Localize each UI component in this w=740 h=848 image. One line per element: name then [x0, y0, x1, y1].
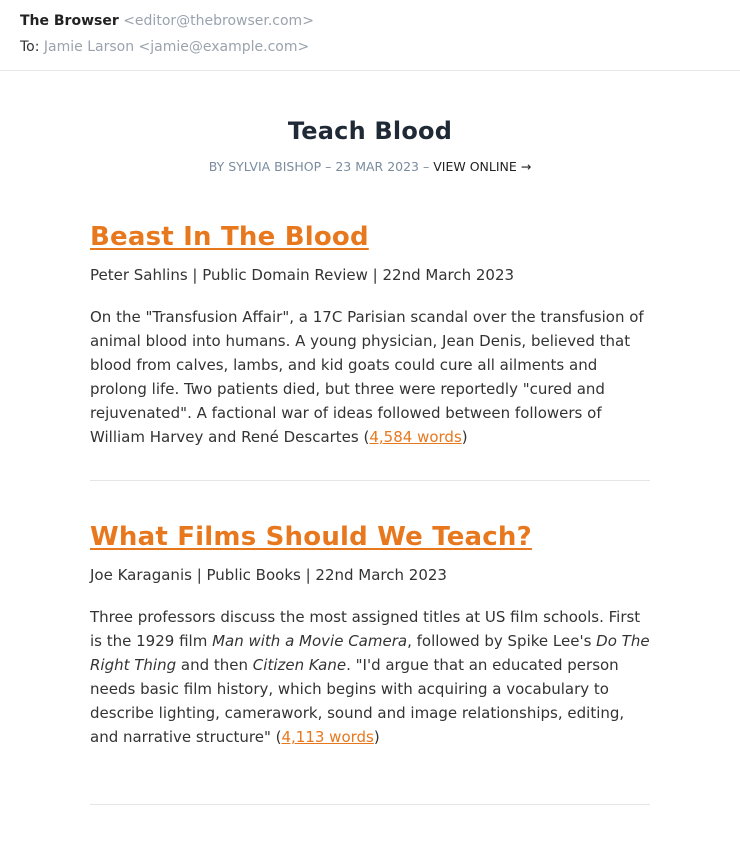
to-line	[20, 39, 309, 55]
summary-text: On the "Transfusion Affair", a 17C Parisian scandal over the transfusion of animal blood into humans. A young physician, Jean Denis, believed that blood from calves, lambs, and kid goats could cure all ailments and prolong life. Two patients died, but three were reportedly "cured and rejuvenated". A factional war of ideas followed between followers of William Harvey and René Descartes (	[90, 308, 644, 446]
sender-name: The Browser	[20, 13, 119, 29]
summary-close: )	[461, 428, 468, 446]
summary-close: )	[373, 728, 380, 746]
article-meta: Peter Sahlins | Public Domain Review | 22nd March 2023	[90, 266, 515, 284]
to-label: To:	[20, 39, 40, 55]
summary-text: Three professors discuss the most assigned titles at US film schools. First is the 1929 film	[90, 608, 641, 650]
word-count-link[interactable]: 4,113 words	[281, 728, 374, 746]
divider	[90, 804, 650, 805]
article-title-link[interactable]: Beast In The Blood	[90, 222, 369, 252]
byline	[0, 159, 740, 174]
summary-text: . "I'd argue that an educated person needs basic film history, which begins with acquiring a vocabulary to describe lighting, camerawork, sound and image relationships, editing, and narrative structure" (	[90, 656, 625, 746]
film-title: Do The Right Thing	[90, 632, 650, 674]
divider	[90, 480, 650, 481]
summary-text: and then	[176, 656, 253, 674]
word-count-link[interactable]: 4,584 words	[369, 428, 462, 446]
recipient[interactable]: Jamie Larson <jamie@example.com>	[43, 39, 310, 55]
film-title: Man with a Movie Camera	[212, 632, 408, 650]
sender-address[interactable]: <editor@thebrowser.com>	[123, 13, 314, 29]
article-summary	[90, 605, 650, 749]
article-meta: Joe Karaganis | Public Books | 22nd March 2023	[90, 566, 447, 584]
email-header	[0, 0, 740, 71]
view-online-link[interactable]: VIEW ONLINE →	[433, 159, 532, 174]
film-title: Citizen Kane	[252, 656, 347, 674]
summary-text: , followed by Spike Lee's	[407, 632, 597, 650]
article-title-link[interactable]: What Films Should We Teach?	[90, 522, 532, 552]
article-card	[90, 222, 650, 449]
from-line	[20, 13, 314, 29]
article-card	[90, 522, 650, 749]
article-summary	[90, 305, 650, 449]
byline-text: BY SYLVIA BISHOP – 23 MAR 2023 –	[208, 159, 430, 174]
newsletter-title: Teach Blood	[287, 117, 453, 145]
